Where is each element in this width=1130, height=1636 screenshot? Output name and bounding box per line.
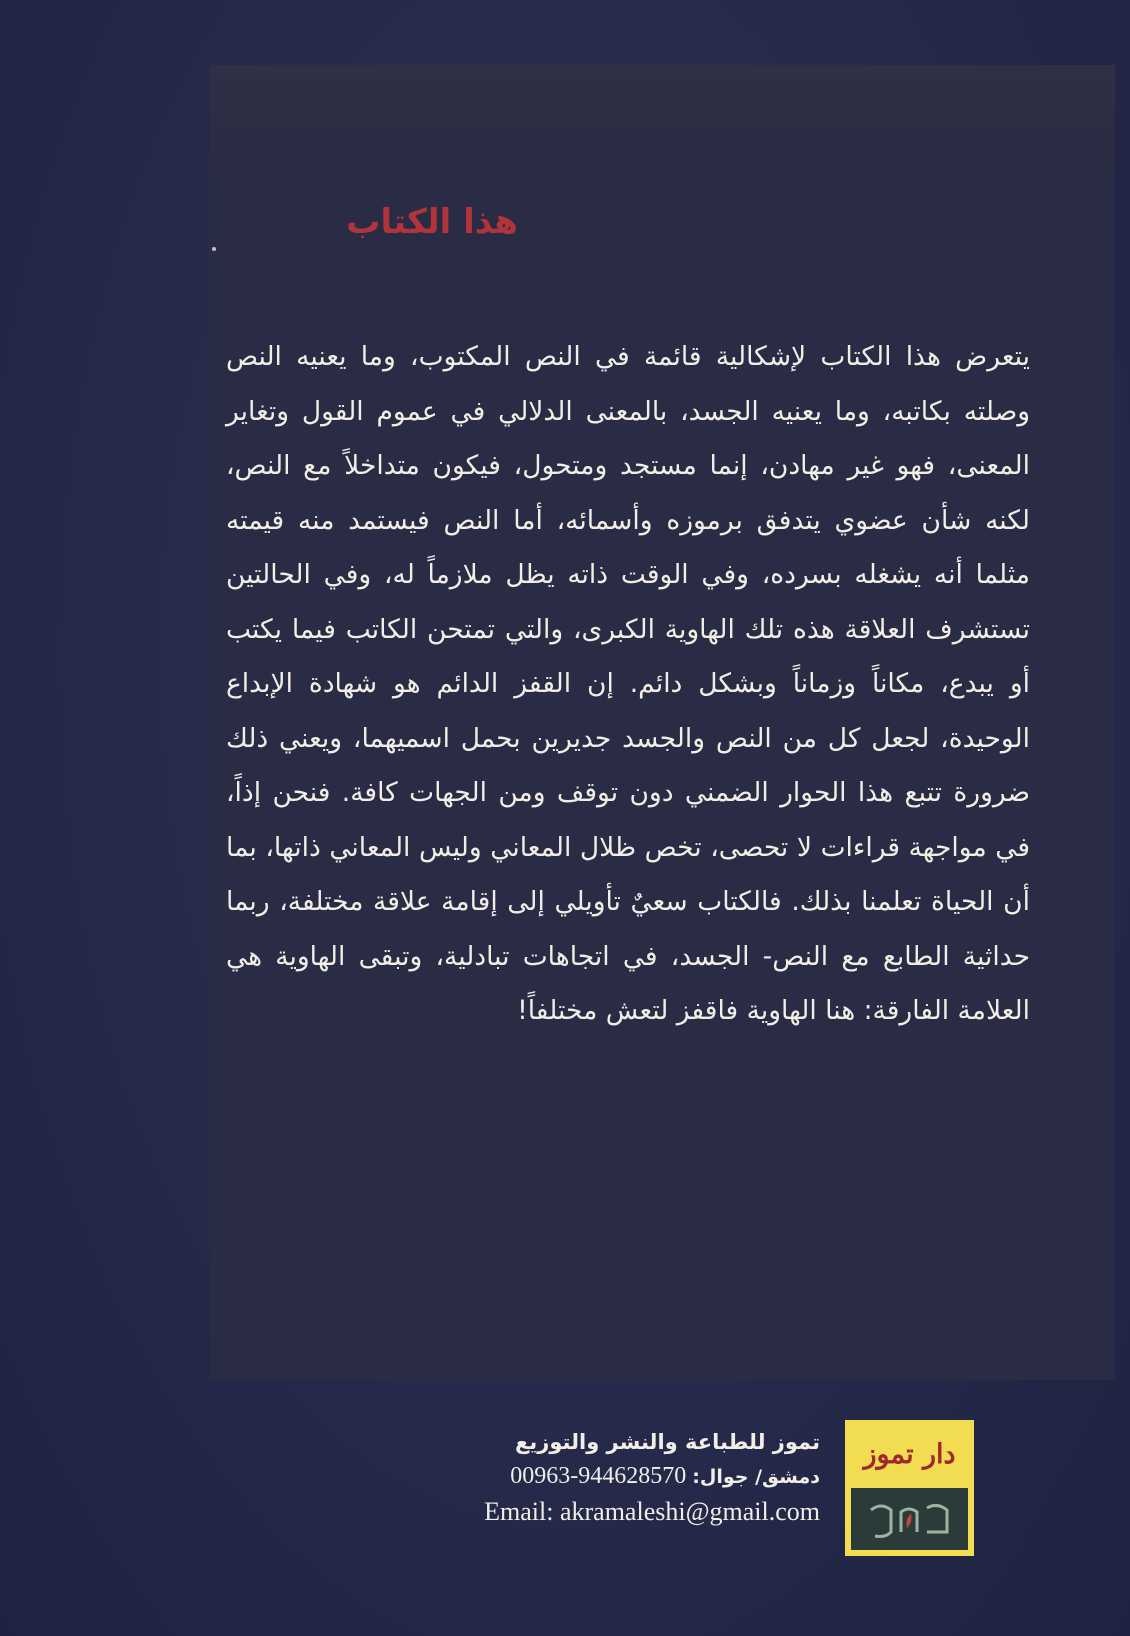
section-heading: هذا الكتاب [346, 202, 518, 242]
panel-top-shade [210, 65, 1115, 185]
publisher-info [370, 1425, 820, 1530]
print-speck [212, 247, 216, 251]
logo-emblem [851, 1488, 968, 1550]
logo-wordmark: دار تموز [863, 1438, 956, 1470]
logo-emblem-icon [851, 1488, 968, 1550]
publisher-phone: 00963-944628570 [510, 1463, 687, 1489]
blurb-paragraph: يتعرض هذا الكتاب لإشكالية قائمة في النص المكتوب، وما يعنيه النص وصلته بكاتبه، وما يعنيه الجسد، بالمعنى الدلالي في عموم القول وتغاير المعنى، فهو غير مهادن، إنما مستجد ومتحول، فيكون متداخلاً مع النص، لكنه شأن عضوي يتدفق برموزه وأسمائه، أما النص فيستمد منه قيمته مثلما أنه يشغله بسرده، وفي الوقت ذاته يظل ملازماً له، وفي الحالتين تستشرف العلاقة هذه تلك الهاوية الكبرى، والتي تمتحن الكاتب فيما يكتب أو يبدع، مكاناً وزماناً وبشكل دائم. إن القفز الدائم هو شهادة الإبداع الوحيدة، لجعل كل من النص والجسد جديرين بحمل اسميهما، ويعني ذلك ضرورة تتبع هذا الحوار الضمني دون توقف ومن الجهات كافة. فنحن إذاً، في مواجهة قراءات لا تحصى، تخص ظلال المعاني وليس المعاني ذاتها، بما أن الحياة تعلمنا بذلك. فالكتاب سعيٌ تأويلي إلى إقامة علاقة مختلفة، ربما حداثية الطابع مع النص- الجسد، في اتجاهات تبادلية، وتبقى الهاوية هي العلامة الفارقة: هنا الهاوية فاقفز لتعش مختلفاً! [226, 341, 1030, 1026]
publisher-phone-label: دمشق/ جوال: [692, 1466, 820, 1488]
publisher-name: تموز للطباعة والنشر والتوزيع [515, 1430, 820, 1454]
publisher-logo-icon [845, 1420, 974, 1556]
publisher-email: Email: akramaleshi@gmail.com [484, 1497, 820, 1526]
publisher-phone-line [370, 1459, 820, 1494]
